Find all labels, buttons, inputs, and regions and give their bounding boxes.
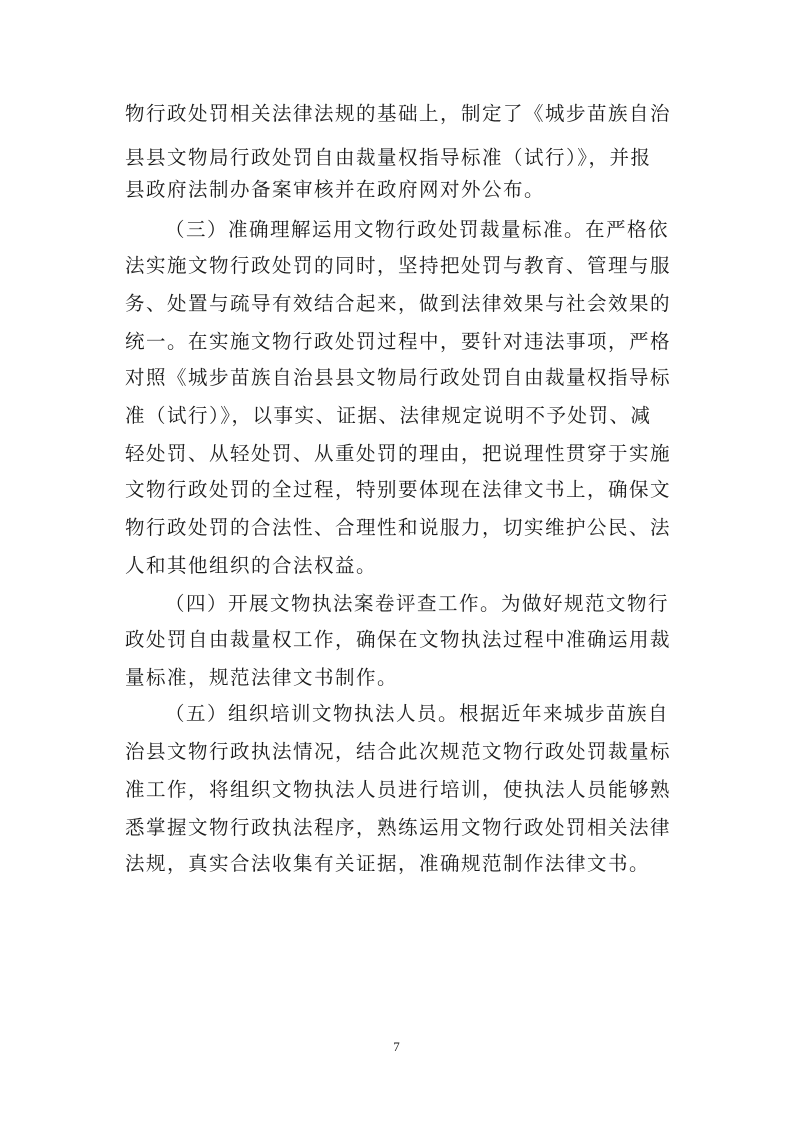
text-line: 法实施文物行政处罚的同时，坚持把处罚与教育、管理与服 [125,254,672,277]
text-line: 对照《城步苗族自治县县文物局行政处罚自由裁量权指导标 [125,366,672,389]
text-line: 人和其他组织的合法权益。 [125,554,378,577]
text-line: 物行政处罚相关法律法规的基础上，制定了《城步苗族自治 [125,102,672,125]
paragraph-start-line: （五）组织培训文物执法人员。根据近年来城步苗族自 [165,702,670,725]
text-line: 县县文物局行政处罚自由裁量权指导标准（试行）》，并报 [125,146,652,169]
text-line: 悉掌握文物行政执法程序，熟练运用文物行政处罚相关法律 [125,816,672,839]
page-number: 7 [393,1039,400,1054]
text-line: 量标准，规范法律文书制作。 [125,666,399,689]
text-line: 县政府法制办备案审核并在政府网对外公布。 [125,178,546,201]
text-line: 统一。在实施文物行政处罚过程中，要针对违法事项，严格 [125,330,672,353]
text-line: 文物行政处罚的全过程，特别要体现在法律文书上，确保文 [125,478,672,501]
text-line: 轻处罚、从轻处罚、从重处罚的理由，把说理性贯穿于实施 [125,442,672,465]
paragraph-start-line: （三）准确理解运用文物行政处罚裁量标准。在严格依 [165,218,670,241]
text-line: 准工作，将组织文物执法人员进行培训，使执法人员能够熟 [125,778,672,801]
paragraph-start-line: （四）开展文物执法案卷评查工作。为做好规范文物行 [165,592,670,615]
text-line: 物行政处罚的合法性、合理性和说服力，切实维护公民、法 [125,516,672,539]
text-line: 治县文物行政执法情况，结合此次规范文物行政处罚裁量标 [125,740,672,763]
text-line: 法规，真实合法收集有关证据，准确规范制作法律文书。 [125,852,651,875]
text-line: 准（试行）》，以事实、证据、法律规定说明不予处罚、减 [125,404,652,427]
text-line: 政处罚自由裁量权工作，确保在文物执法过程中准确运用裁 [125,628,672,651]
text-line: 务、处置与疏导有效结合起来，做到法律效果与社会效果的 [125,292,672,315]
